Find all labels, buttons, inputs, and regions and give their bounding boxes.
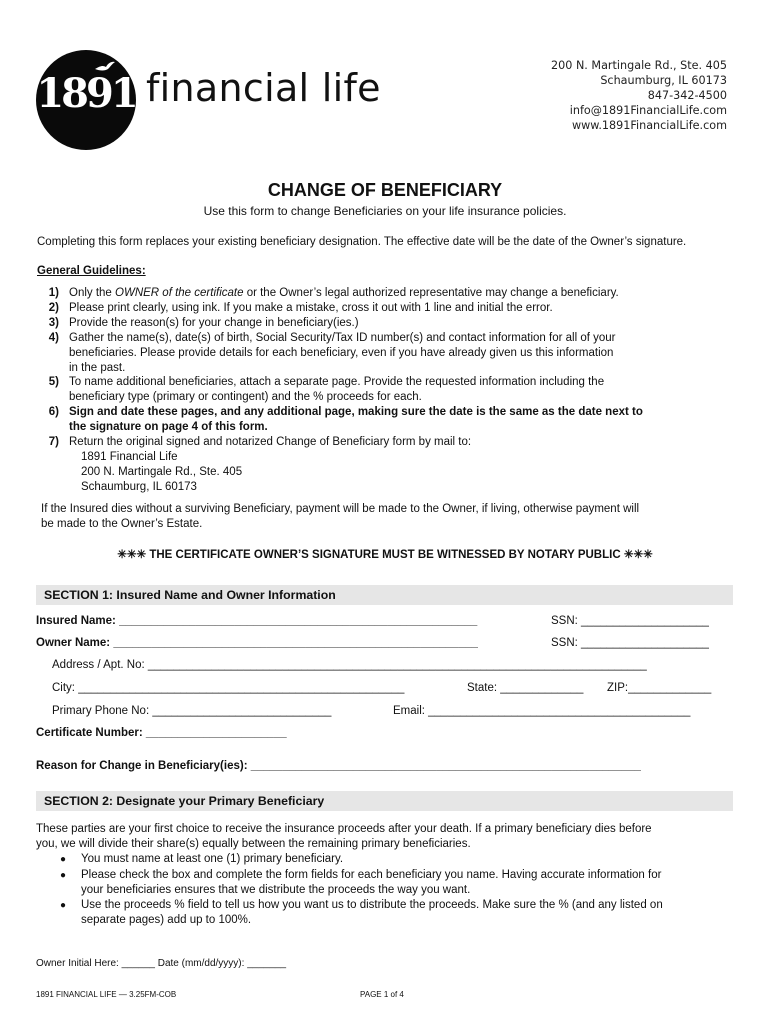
guideline-item-5: [37, 375, 737, 405]
mail-address-line2: 200 N. Martingale Rd., Ste. 405: [81, 465, 243, 478]
guideline-text: To name additional beneficiaries, attach a separate page. Provide the requested information including the: [69, 376, 605, 389]
no-beneficiary-note-line2: be made to the Owner’s Estate.: [41, 518, 203, 530]
section2-bullet3-line2: separate pages) add up to 100%.: [81, 914, 252, 926]
owner-name-field[interactable]: Owner Name: _________________________________________________________: [36, 637, 478, 649]
city-field[interactable]: City: ___________________________________________________: [52, 682, 405, 694]
guideline-text: Please print clearly, using ink. If you make a mistake, cross it out with 1 line and initial the error.: [69, 301, 553, 314]
email-field[interactable]: Email: _________________________________________: [393, 705, 691, 717]
section2-bullet2-line1: Please check the box and complete the form fields for each beneficiary you name. Having accurate information for: [81, 869, 662, 881]
section2-bullet2-line2: your beneficiaries ensures that we distribute the proceeds the way you want.: [81, 884, 471, 896]
guideline-text: or the Owner’s legal authorized representative may change a beneficiary.: [243, 287, 619, 299]
section2-header: [36, 791, 733, 811]
guidelines-list: [37, 286, 737, 495]
phone-field[interactable]: Primary Phone No: ____________________________: [52, 705, 332, 717]
mail-address-line1: 1891 Financial Life: [81, 450, 178, 463]
section2-intro-line2: you, we will divide their share(s) equally between the remaining primary beneficiaries.: [36, 838, 471, 850]
insured-ssn-field[interactable]: SSN: ____________________: [551, 615, 709, 627]
guideline-number: 1): [48, 287, 59, 299]
mail-address-line3: Schaumburg, IL 60173: [81, 480, 197, 493]
guideline-item-4: [37, 331, 737, 376]
section2-intro-line1: These parties are your first choice to receive the insurance proceeds after your death. If a primary beneficiary dies before: [36, 823, 652, 835]
reason-field[interactable]: Reason for Change in Beneficiary(ies): _____________________________________________________________: [36, 760, 641, 772]
guideline-number: 2): [48, 301, 59, 314]
guideline-number: 6): [48, 406, 59, 419]
bullet-icon: ●: [60, 870, 67, 881]
notary-notice: ✳✳✳ THE CERTIFICATE OWNER’S SIGNATURE MUST BE WITNESSED BY NOTARY PUBLIC ✳✳✳: [117, 549, 653, 561]
logo: [36, 50, 136, 150]
guideline-item-7: [37, 435, 737, 495]
guideline-item-3: [37, 316, 737, 331]
bullet-icon: ●: [60, 900, 67, 911]
zip-field[interactable]: ZIP:_____________: [607, 682, 712, 694]
form-subtitle: Use this form to change Beneficiaries on your life insurance policies.: [203, 204, 567, 218]
form-title: CHANGE OF BENEFICIARY: [267, 180, 503, 200]
guideline-number: 5): [48, 376, 59, 389]
section2-bullet1: You must name at least one (1) primary beneficiary.: [81, 853, 344, 865]
footer-form-id: 1891 FINANCIAL LIFE — 3.25FM-COB: [36, 990, 177, 999]
owner-ssn-field[interactable]: SSN: ____________________: [551, 637, 709, 649]
contact-address-line2: Schaumburg, IL 60173: [600, 74, 727, 87]
guideline-text: beneficiary type (primary or contingent) and the % proceeds for each.: [69, 391, 422, 404]
contact-email[interactable]: info@1891FinancialLife.com: [569, 104, 727, 117]
guidelines-heading: General Guidelines:: [37, 265, 146, 277]
section2-bullet3-line1: Use the proceeds % field to tell us how you want us to distribute the proceeds. Make sure the % (and any listed on: [81, 899, 663, 911]
address-field[interactable]: Address / Apt. No: ______________________________________________________________________________: [52, 659, 647, 671]
contact-block: [551, 58, 727, 133]
guideline-text: Only the: [69, 287, 116, 299]
guideline-item-6: [37, 405, 737, 435]
owner-initial-field[interactable]: Owner Initial Here: ______ Date (mm/dd/yyyy): _______: [36, 958, 287, 969]
guideline-text: Gather the name(s), date(s) of birth, Social Security/Tax ID number(s) and contact information for all of your: [69, 331, 616, 344]
no-beneficiary-note-line1: If the Insured dies without a surviving Beneficiary, payment will be made to the Owner, if living, otherwise payment will: [41, 503, 640, 515]
brand-name: financial life: [146, 66, 381, 110]
guideline-text: the signature on page 4 of this form.: [69, 421, 268, 434]
guideline-item-1: [37, 286, 737, 301]
section1-title: SECTION 1: Insured Name and Owner Information: [44, 588, 336, 602]
contact-website[interactable]: www.1891FinancialLife.com: [571, 119, 727, 132]
section1-header: [36, 585, 733, 605]
guideline-text: Sign and date these pages, and any additional page, making sure the date is the same as the date next to: [69, 406, 643, 419]
contact-phone: 847-342-4500: [647, 89, 727, 102]
bullet-icon: ●: [60, 854, 67, 865]
guideline-number: 3): [48, 316, 59, 329]
logo-number: 1891: [36, 70, 136, 117]
contact-address-line1: 200 N. Martingale Rd., Ste. 405: [551, 59, 727, 72]
guideline-text: beneficiaries. Please provide details for each beneficiary, even if you have already given us this information: [69, 346, 614, 359]
certificate-number-field[interactable]: Certificate Number: ______________________: [36, 727, 287, 739]
guideline-emphasis: OWNER of the certificate: [115, 287, 244, 299]
state-field[interactable]: State: _____________: [467, 682, 584, 694]
guideline-text: in the past.: [69, 361, 126, 374]
section2-title: SECTION 2: Designate your Primary Beneficiary: [44, 794, 325, 808]
guideline-number: 4): [48, 331, 59, 344]
guideline-item-2: [37, 301, 737, 316]
guideline-number: 7): [48, 436, 59, 449]
guideline-text: Return the original signed and notarized Change of Beneficiary form by mail to:: [69, 436, 472, 449]
intro-text: Completing this form replaces your existing beneficiary designation. The effective date will be the date of the Owner’s signature.: [37, 236, 687, 248]
guideline-text: Provide the reason(s) for your change in beneficiary(ies.): [69, 316, 359, 329]
insured-name-field[interactable]: Insured Name: ________________________________________________________: [36, 615, 478, 627]
footer-page-number: PAGE 1 of 4: [360, 990, 404, 999]
